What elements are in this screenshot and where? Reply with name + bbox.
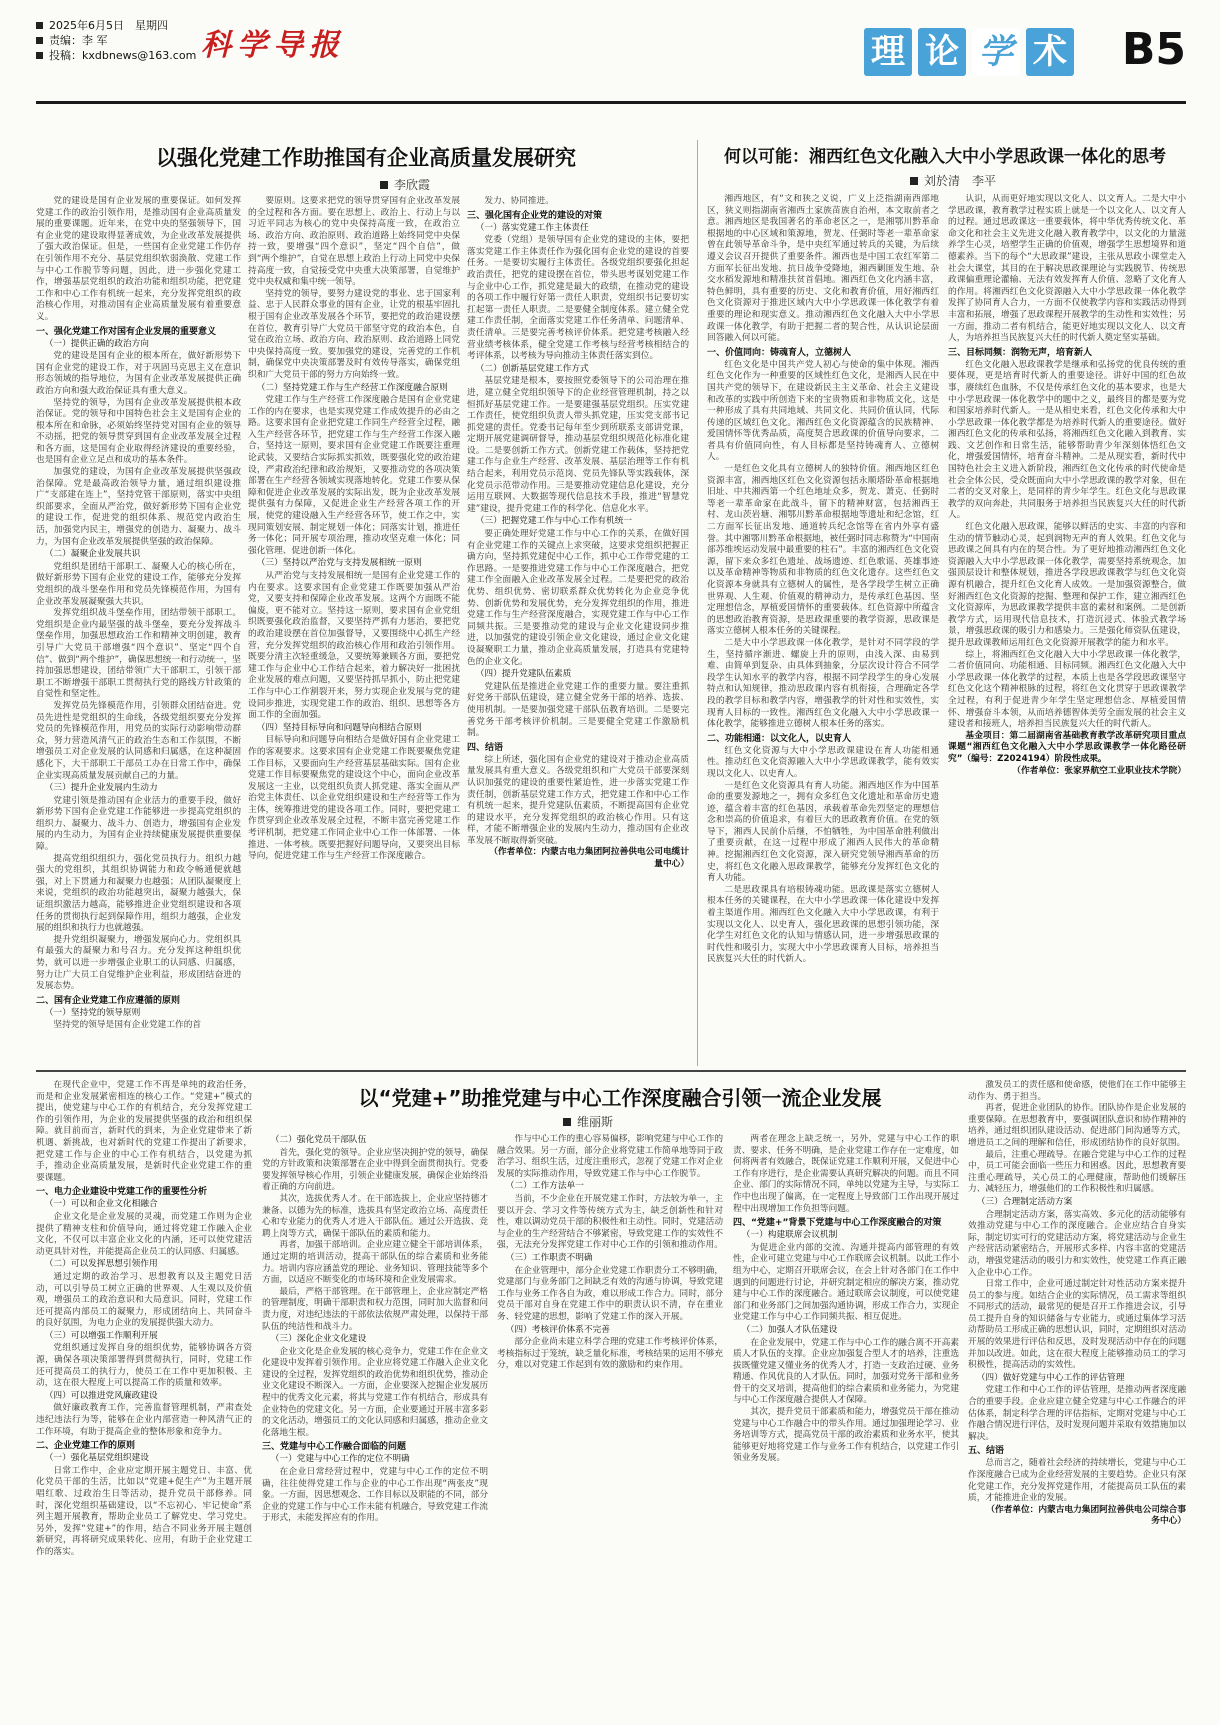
bullet-icon [36, 22, 43, 29]
body-paragraph: 企业文化是企业发展的灵魂，而党建工作则为企业提供了精神支柱和价值导向，通过将党建工作融入企业文化，不仅可以丰富企业文化的内涵，还可以使党建活动更具针对性，并能提高企业员工的认同感、归属感。 [36, 1211, 252, 1257]
body-paragraph: 党组织是团结干部职工、凝聚人心的核心所在，做好新形势下国有企业党的建设工作，能够充分发挥党组织的战斗堡垒作用和党员先锋模范作用，为国有企业改革发展凝聚强大共识。 [36, 561, 241, 607]
section-heading: 五、结语 [968, 1446, 1005, 1457]
body-paragraph: 坚持党的领导是国有企业党建工作的首 [53, 1020, 202, 1031]
article-3-column [497, 1134, 723, 1712]
body-paragraph: 为促进企业内部的交流、沟通并提高内部管理的有效性，企业可建立党建与中心工作联席会议机制。以此工作小组为中心，定期召开联席会议，在会上针对各部门在工作中遇到的问题进行讨论，并研究制定相应的解决方案，推动党建与中心工作的深度融合。通过联席会议制度，可以使党建部门和业务部门之间加强沟通协调，形成工作合力，实现企业党建工作与中心工作同频共振、相互促进。 [733, 1242, 959, 1323]
article-3-column [262, 1134, 488, 1712]
body-paragraph: 再者，加强干部培训。企业应建立健全干部培训体系，通过定期的培训活动，提高干部队伍的综合素质和业务能力。培训内容应涵盖党的理论、业务知识、管理技能等多个方面，以适应不断变化的市场环境和企业发展需求。 [262, 1240, 488, 1286]
author-affiliation: （作者单位：内蒙古电力集团阿拉善供电公司综合事务中心） [986, 1504, 1186, 1527]
section-heading: 三、目标同频：润物无声，培育新人 [948, 347, 1093, 358]
editor: 责编：李 军 [49, 34, 108, 47]
subsection-heading: （四）提升党建队伍素质 [475, 669, 572, 680]
article-1-column [248, 196, 460, 1064]
subsection-heading: （三）把握党建工作与中心工作有机统一 [475, 516, 633, 527]
section-heading: 二、功能相通：以文化人，以史育人 [707, 733, 852, 744]
subsection-heading: （三）可以增强工作顺利开展 [44, 1330, 158, 1341]
body-paragraph: 湘西地区，有“文和狭之义说，广义上泛指湖南西部地区，狭义则指湖南省湘西土家族苗族自治州，本文取前者之意。湘西地区是我国著名的革命老区之一，是湘鄂川黔革命根据地的中心区域和策源地，贺龙、任弼时等老一辈革命家曾在此领导革命斗争，是中央红军通过转兵的关键，为后续遵义会议召开提供了重要条件。湘西也是中国工农红军第二方面军长征出发地、抗日战争受降地，湘西剿匪发生地、杂交水稻发源地和精准扶贫首倡地。湘西红色文化内涵丰富，特色鲜明，具有重要的历史、文化和教育价值，用好湘西红色文化资源对于推进区域内大中小学思政课一体化教学有着重要的理论和现实意义。推动湘西红色文化融入大中小学思政课一体化教学，有助于把握二者的契合性，从认识论层面回答融入何以可能。 [707, 194, 939, 344]
body-paragraph: 从严治党与支持发展相统一是国有企业党建工作的内在要求。这要求国有企业党建工作既要加强从严治党，又要支持和保障企业改革发展。这两个方面既不能偏废，更不能对立。坚持这一原则，要求国有企业党组织既要强化政治监督，又要坚持严抓有力惩治，要把党的政治建设摆在首位加强督导，又要围绕中心抓生产经营，充分发挥党组织的政治核心作用和政治引领作用。既要分清主次轻重缓急，又要统筹兼顾各方面，要把党建工作与企业中心工作结合起来，着力解决好一批困扰企业发展的难点问题，又要坚持抓早抓小，防止把党建工作与中心工作割裂开来，努力实现企业发展与党的建设同步推进，实现党建工作的政治、组织、思想等各方面工作的全面加强。 [248, 571, 460, 721]
section-heading: 三、党建与中心工作融合面临的问题 [262, 1442, 407, 1453]
subsection-heading: （二）凝聚企业发展共识 [44, 549, 141, 560]
subsection-heading: （二）工作方法单一 [505, 1181, 584, 1192]
body-paragraph: 一是红色文化资源具有育人功能。湘西地区作为中国革命的重要发源地之一，拥有众多红色文化遗址和革命历史遗迹，蕴含着丰富的红色基因，承载着革命先烈坚定的理想信念和崇高的价值追求，有着巨大的思政教育价值。在党的领导下，湘西人民前仆后继，不怕牺牲，为中国革命胜利做出了重要贡献，在这一过程中形成了湘西人民伟大的革命精神。挖掘湘西红色文化资源，深入研究党领导湘西革命的历史，将红色文化融入思政课教学，能够充分发挥红色文化的育人功能。 [707, 780, 939, 884]
body-paragraph: 一是红色文化具有立德树人的独特价值。湘西地区红色资源丰富，湘西地区红色文化资源包括永顺塔卧革命根据地旧址、中共湘西第一个红色地址众多，贺龙、萧克、任弼时等老一辈革命家在此战斗，留下的精神财富，包括湘西王村、龙山茨岩塘、湘鄂川黔革命根据地等遗址和纪念馆，红二方面军长征出发地、通道转兵纪念馆等在省内外享有盛誉。其中湘鄂川黔革命根据地，被任弼时同志称赞为“中国南部苏维埃运动发展中最重要的柱石”。丰富的湘西红色文化资源，留下来众多红色遗址、战场遗迹、红色歌谣、英雄事迹以及革命精神等物质和非物质的红色文化遗存。这些红色文化资源本身就具有立德树人的属性，是各学段学生树立正确世界观、人生观、价值观的精神动力，是传承红色基因、坚定理想信念，厚植爱国情怀的重要载体。红色资源中所蕴含的思想政治教育资源，是思政课重要的教学资源，思政课是落实立德树人根本任务的关键课程。 [707, 464, 939, 637]
subsection-heading: （三）深化企业文化建设 [270, 1334, 367, 1345]
section-heading: 二、国有企业党建工作应遵循的原则 [36, 995, 181, 1006]
article-1-byline [380, 176, 430, 193]
body-paragraph: 党的建设是国有企业的根本所在，做好新形势下国有企业党的建设工作，对于巩固马克思主义在意识形态领域的指导地位，为国有企业改革发展提供正确政治方向和强大政治保证具有重大意义。 [36, 351, 241, 396]
section-heading: 四、“党建+”背景下党建与中心工作深度融合的对策 [733, 1218, 942, 1229]
body-paragraph: 提高党组织组织力，强化党员执行力。组织力越强大的党组织，其组织协调能力和政令畅通便就越强，对上下贯通力和凝聚力也越强；从团队凝聚度上来说，党组织的政治功能越突出，凝聚力越强大，保证组织激活力越高，能够推进企业党组织建设和各项任务的贯彻执行起到保障作用，组织力越强，企业发展的组织和执行力也就越强。 [36, 853, 241, 934]
body-paragraph: 要原则。这要求把党的领导贯穿国有企业改革发展的全过程和各方面。要在思想上、政治上、行动上与以习近平同志为核心的党中央保持高度一致，在政治立场、政治方向、政治原则、政治道路上始终同党中央保持一致，要增强“四个意识”，坚定“四个自信”，做到“两个维护”，自觉在思想上政治上行动上同党中央保持高度一致，自觉接受党中央重大决策部署，自觉维护党中央权威和集中统一领导。 [248, 196, 460, 288]
body-paragraph: 首先，强化党的领导。企业应坚决拥护党的领导，确保党的方针政策和决策部署在企业中得到全面贯彻执行。党委要发挥领导核心作用，引领企业健康发展，确保企业始终沿着正确的方向前进。 [262, 1147, 488, 1193]
article-3-title: 以“党建+”助推党建与中心工作深度融合引领一流企业发展 [358, 1086, 882, 1110]
header-meta [36, 18, 196, 63]
article-2-title: 何以可能：湘西红色文化融入大中小学思政课一体化的思考 [724, 147, 1166, 167]
subsection-heading: （二）创新基层党建工作方式 [475, 363, 589, 374]
body-paragraph: 发挥党员先锋模范作用，引领群众团结奋进。党员先进性是党组织的生命线，各级党组织要充分发挥党员的先锋模范作用，用党员的实际行动影响带动群众，努力营造风清气正的政治生态和工作氛围，不断增强员工对企业发展的认同感和归属感，在这种凝固感化下，大干部职工干部员工办在日常工作中，确保企业实现高质量发展贡献自己的力量。 [36, 700, 241, 781]
subsection-heading: （三）提升企业发展内生动力 [44, 783, 158, 794]
section-heading: 二、企业党建工作的原则 [36, 1441, 136, 1452]
subsection-heading: （一）提供正确的政治方向 [44, 338, 149, 349]
section-char: 学 [972, 28, 1020, 76]
article-3-column [36, 1080, 252, 1712]
body-paragraph: 在企业发展中，党建工作与中心工作的融合离不开高素质人才队伍的支撑。企业应加强复合型人才的培养，注重选拔既懂党建又懂业务的优秀人才，打造一支政治过硬、业务精通、作风优良的人才队伍。同时，加强对党务干部和业务骨干的交叉培训，提高他们的综合素质和业务能力，为党建与中心工作深度融合提供人才保障。 [733, 1337, 959, 1406]
body-paragraph: 发力、协同推进。 [484, 196, 554, 206]
article-3-column [968, 1080, 1186, 1712]
article-1-column [467, 196, 689, 1064]
body-paragraph: 通过定期的政治学习、思想教育以及主题党日活动，可以引导员工树立正确的世界观、人生观以及价值观，增强员工的政治意识和大局意识。同时，党建工作还可提高内部员工的凝聚力，形成团结向上、共同奋斗的良好氛围，为电力企业的发展提供强大动力。 [36, 1271, 252, 1329]
subsection-heading: （一）可以和企业文化相融合 [44, 1199, 158, 1210]
page-header [36, 14, 1186, 104]
body-paragraph: 加强党的建设，为国有企业改革发展提供坚强政治保障。党是最高政治领导力量，通过组织建设推广“支部建在连上”，坚持党管干部原则，落实中央组织部要求，全面从严治党，做好新形势下国有企业党的建设工作，促进党的组织体系、规范党内政治生活，加强党内民主，增强党的创造力、凝聚力、战斗力，为国有企业改革发展提供坚强的政治保障。 [36, 467, 241, 547]
body-paragraph: 坚持党的领导，为国有企业改革发展提供根本政治保证。党的领导和中国特色社会主义是国有企业的根本所在和命脉，必须始终坚持党对国有企业的领导不动摇，把党的领导贯穿到国有企业改革发展全过程和各方面，这是国有企业取得经济建设的重要经验，也是国有企业立足点和成功的基本条件。 [36, 397, 241, 466]
body-paragraph: 日常工作中，企业应定期开展主题党日、丰富、优化党员干部的生活，比如以“党建+促生产”为主题开展唱红歌、过政治生日等活动，提升党员干部修养。同时，深化党组织基础建设，以“不忘初心、牢记使命”系列主题开展教育，帮助企业员工了解党史、学习党史。另外，发挥“党建+”的作用，结合不同业务开展主题创新研究，再将研究成果转化、应用，有助于企业党建工作的落实。 [36, 1465, 252, 1557]
subsection-heading: （一）构建联席会议机制 [741, 1230, 838, 1241]
subsection-heading: （四）可以推进党风廉政建设 [44, 1390, 158, 1401]
subsection-heading: （四）考核评价体系不完善 [505, 1324, 610, 1335]
body-paragraph: 部分企业尚未建立科学合理的党建工作考核评价体系，考核指标过于笼统，缺乏量化标准，考核结果的运用不够充分，难以对党建工作起到有效的激励和约束作用。 [497, 1337, 723, 1371]
body-paragraph: 红色文化资源与大中小学思政课建设在育人功能相通性。推动红色文化资源融入大中小学思政课教学，能有效实现以文化人、以史育人。 [707, 745, 939, 779]
subsection-heading: （一）落实党建工作主体责任 [475, 222, 589, 233]
body-paragraph: 党建工作与生产经营工作深度融合是国有企业党建工作的内在要求，也是实现党建工作成效提升的必由之路。这要求国有企业把党建工作同生产经营全过程，融入生产经营各环节，把党建工作与生产经营工作深入融合，坚持这一原则，要求国有企业党建工作既要注重理论武装，又要结合实际抓实抓效，既要强化党的政治建设，严肃政治纪律和政治规矩，又要推动党的各项决策部署在生产经营各领域实现落地转化。党建工作要从保障和促进企业改革发展的实际出发，既为企业改革发展提供强有力保障，又促进企业生产经营各项工作的开展，使党的建设融入生产经营各环节，使工作之中，实现同策划安展、制定规划一体化；同落实计划，推进任务一体化；同开展专项治理，推动攻坚克难一体化；同强化管理、促进创新一体化。 [248, 395, 460, 556]
subsection-heading: （三）坚持以严治党与支持发展相统一原则 [256, 558, 422, 569]
section-char: 理 [864, 28, 912, 76]
body-paragraph: 红色文化是中国共产党人初心与使命的集中体现。湘西红色文化作为一种重要的区域性红色文化，是湘西人民在中国共产党的领导下，在建设新民主主义革命、社会主义建设和改革的实践中所创造下来的宝贵物质和非物质文化，这是一种形成了具有共同地域、共同文化、共同价值认同，代际传递的区域红色文化。湘西红色文化资源蕴含的民族精神、爱国情怀等优秀品质，高度契合思政课的价值导向要求，二者具有价值同向性，有人目标都是坚持铸魂育人、立德树人。 [707, 359, 939, 463]
body-paragraph: 坚持党的领导，要努力建设党的事业、忠于国家利益、忠于人民群众事业的国有企业，让党的根基牢固扎根于国有企业改革发展各个环节，要把党的政治建设摆在首位，教育引导广大党员干部坚守党的政治本色，自觉在政治立场、政治方向、政治原则、政治道路上同党中央保持高度一致。要加强党的建设，完善党的工作机制，确保党中央决策部署及时有效传导落实，确保党组织和广大党员干部的努力方向始终一致。 [248, 288, 460, 380]
body-paragraph: 提升党组织凝聚力，增强发展向心力。党组织具有最强大的凝聚力和号召力。充分发挥这种组织优势，就可以进一步增强企业职工的认同感、归属感，努力让广大员工自觉维护企业利益，形成团结奋进的发展态势。 [36, 934, 241, 992]
subsection-heading: （二）坚持党建工作与生产经营工作深度融合原则 [256, 382, 448, 393]
article-2-byline [910, 172, 996, 189]
subsection-heading: （一）党建与中心工作的定位不明确 [270, 1454, 410, 1465]
body-paragraph: 当前，不少企业在开展党建工作时，方法较为单一，主要以开会、学习文件等传统方式为主，缺乏创新性和针对性，难以调动党员干部的积极性和主动性。同时，党建活动与企业的生产经营结合不够紧密，导致党建工作的实效性不强，无法充分发挥党建工作对中心工作的引领和推动作用。 [497, 1193, 723, 1251]
body-paragraph: 发挥党组织战斗堡垒作用，团结带领干部职工。党组织是企业内最坚强的战斗堡垒，要充分发挥战斗堡垒作用，加强思想政治工作和精神文明创建，教育引导广大党员干部增强“四个意识”、坚定“四个自信”、做到“两个维护”，确保思想统一和行动统一，坚持加强思想建设，团结带领广大干部职工，引领干部职工不断增强干部职工贯彻执行党的路线方针政策的自觉性和坚定性。 [36, 608, 241, 700]
section-heading: 一、电力企业建设中党建工作的重要性分析 [36, 1187, 208, 1198]
fund-note: 基金项目：第二届湖南省基础教育教学改革研究项目重点课题“湘西红色文化融入大中小学思政课教学一体化路径研究”（编号：Z2024194）阶段性成果。 [948, 730, 1186, 764]
body-paragraph: 两者在理念上缺乏统一，另外，党建与中心工作的职责、要求、任务不明确，是企业党建工作存在一定难度，如何将两者有效融合，既保证党建工作顺利开展，又促进中心工作有序进行，是企业需要认真研究解决的问题。而且不同企业、部门的实际情况不同，单纯以党建为主导，与实际工作中也出现了偏离，在一定程度上导致部门工作出现开展过程中出现增加工作负担等问题。 [733, 1134, 959, 1214]
author-name: 维丽斯 [577, 1115, 614, 1129]
section-heading: 一、强化党建工作对国有企业发展的重要意义 [36, 326, 217, 337]
body-paragraph: 其次，提升党员干部素质和能力，增强党员干部在推动党建与中心工作融合中的带头作用。通过加强理论学习、业务培训等方式，提高党员干部的政治素质和业务水平，使其能够更好地将党建工作与业务工作有机结合，以党建工作引领业务发展。 [733, 1407, 959, 1464]
body-paragraph: 最后，严格干部管理。在干部管理上，企业应制定严格的管理制度，明确干部职责和权力范围，同时加大监督和问责力度，对违纪违法的干部依法依规严肃处理，以保持干部队伍的纯洁性和战斗力。 [262, 1286, 488, 1332]
article-3-column [733, 1134, 959, 1712]
body-paragraph: 其次，选拔优秀人才。在干部选拔上，企业应坚持德才兼备、以德为先的标准，选拔具有坚定政治立场、高度责任心和专业能力的优秀人才进入干部队伍。通过公开选拔、竞聘上岗等方式，确保干部队伍的素质和能力。 [262, 1193, 488, 1239]
body-paragraph: 再者，促进企业团队的协作。团队协作是企业发展的重要保障。在思想教育中，要强调团队意识和协作精神的培养，通过组织团队建设活动、促进部门间沟通等方式，增进员工之间的理解和信任，形成团结协作的良好氛围。 [968, 1103, 1186, 1148]
bullet-icon [380, 181, 388, 189]
body-paragraph: 最后，注重心理疏导。在融合党建与中心工作的过程中，员工可能会面临一些压力和困惑。因此，思想教育要注重心理疏导，关心员工的心理健康，帮助他们缓解压力、减轻压力，增强他们的工作积极性和归属感。 [968, 1149, 1186, 1195]
body-paragraph: 综上所述，强化国有企业党的建设对于推动企业高质量发展具有重大意义。各级党组织和广大党员干部要深刻认识加强党的建设的重要性紧迫性，进一步落实党建工作责任制，创新基层党建工作方式，把党建工作和中心工作有机统一起来，提升党建队伍素质，不断提高国有企业党的建设水平，充分发挥党组织的政治核心作用。只有这样，才能不断增强企业的发展内生动力，推动国有企业改革发展不断取得新突破。 [467, 754, 689, 846]
bullet-icon [910, 177, 918, 185]
section-divider [36, 1070, 1186, 1072]
body-paragraph: 党委（党组）是领导国有企业党的建设的主体，要把落实党建工作主体责任作为强化国有企业党的建设的首要任务。一是要切实履行主体责任。各级党组织要强化担起政治责任，把党的建设摆在首位，带头思考谋划党建工作与企业中心工作，抓党建是最大的政绩，在推动党的建设的各项工作中履行好第一责任人职责，党组织书记要切实扛起第一责任人职责。二是要健全制度体系。建立健全党建工作责任制，全面落实党建工作任务清单、问题清单、责任清单。三是要完善考核评价体系。把党建考核融入经营业绩考核体系，健全党建工作考核与经营考核相结合的考评体系，以考核为导向推动主体责任落实到位。 [467, 235, 689, 362]
section-char: 术 [1026, 28, 1074, 76]
author-name: 李欣霞 [394, 178, 431, 192]
body-paragraph: 综上，将湘西红色文化融入大中小学思政课一体化教学，二者价值同向、功能相通、目标同频。湘西红色文化融入大中小学思政课一体化教学的过程，本质上也是各学段思政课坚守红色文化这个精神根脉的过程，将红色文化贯穿于思政课教学全过程，有利于促进青少年学生坚定理想信念、厚植爱国情怀、增强奋斗本领，从而培养德智体美劳全面发展的社会主义建设者和接班人，培养担当民族复兴大任的时代新人。 [948, 649, 1186, 730]
column-divider [697, 140, 698, 1066]
body-paragraph: 总而言之，随着社会经济的持续增长，党建与中心工作深度融合已成为企业经营发展的主要趋势。企业只有深化党建工作，充分发挥党建作用，才能提高员工队伍的素质，才能推进企业的发展。 [968, 1458, 1186, 1504]
page-number: B5 [1121, 24, 1186, 75]
subsection-heading: （一）坚持党的领导原则 [44, 1007, 141, 1018]
bullet-icon [36, 37, 43, 44]
author-name: 刘於清 李平 [924, 174, 997, 188]
author-affiliation: （作者单位：张家界航空工业职业技术学院） [1012, 765, 1186, 776]
section-heading: 一、价值同向：铸魂育人，立德树人 [707, 347, 852, 358]
body-paragraph: 认识，从而更好地实现以文化人、以文育人。二是大中小学思政课，教育教学过程实质上就是一个以文化人、以文育人的过程。通过思政课这一重要载体，将中华优秀传统文化、革命文化和社会主义先进文化融入教育教学中，以文化的力量滋养学生心灵，培塑学生正确的价值观，增强学生思想境界和道德素养。当下的每个“大思政课”建设，主张从思政小课堂走入社会大课堂，其目的在于解决思政课理论与实践脱节、传统思政课偏重理论灌输、无法有效发挥育人价值、忽略了文化育人的作用。将湘西红色文化资源融入大中小学思政课一体化教学发挥了协同育人合力，一方面不仅使教学内容和实践活动得到丰富和拓展，增强了思政课程开展教学的生动性和实效性；另一方面，推动二者有机结合，能更好地实现以文化人、以文育人，为培养担当民族复兴大任的时代新人奠定坚实基础。 [948, 194, 1186, 344]
body-paragraph: 要正确处理好党建工作与中心工作的关系，在做好国有企业党建工作的关键点上求突破，这要求党组织把握正确方向，坚持抓党建促中心工作，抓中心工作带党建的工作思路。一是要推进党建工作与中心工作深度融合，把党建工作全面融入企业改革发展全过程。二是要把党的政治优势、组织优势、密切联系群众优势转化为企业竞争优势、创新优势和发展优势，充分发挥党组织的作用，推进党建工作与生产经营深度融合，实现党建工作与中心工作同频共振。三是要推动党的建设与企业文化建设同步推进，以加强党的建设引领企业文化建设，通过企业文化建设凝聚职工力量，推动企业高质量发展，打造具有党建特色的企业文化。 [467, 529, 689, 667]
article-1-column [36, 196, 241, 1064]
newspaper-logo: 科学导报 [201, 28, 345, 63]
body-paragraph: 合理制定活动方案，落实高效、多元化的活动能够有效推动党建与中心工作的深度融合。企业应结合自身实际，制定切实可行的党建活动方案，将党建活动与企业生产经营活动紧密结合，开展形式多样、内容丰富的党建活动，增强党建活动的吸引力和实效性，使党建工作真正融入企业中心工作。 [968, 1209, 1186, 1278]
subsection-heading: （四）做好党建与中心工作的评估管理 [976, 1372, 1125, 1383]
section-char: 论 [918, 28, 966, 76]
body-paragraph: 党建工作和中心工作的评估管理，是推动两者深度融合的重要手段。企业应建立健全党建与中心工作融合的评估体系，制定科学合理的评估指标，定期对党建与中心工作融合情况进行评估，及时发现问题并采取有效措施加以解决。 [968, 1385, 1186, 1442]
body-paragraph: 基层党建是根本，要按照党委领导下的公司治理在推进，建立健全党组织领导下的企业经营管理机制，持之以恒抓好基层党建工作。一是要建强基层党组织。压实党建工作责任，使党组织负责人带头抓党建，压实党支部书记抓党建的责任。党委书记每年至少到所联系支部讲党课，定期开展党建调研督导，推动基层党组织规范化标准化建设。二是要创新工作方式。创新党建工作载体，坚持把党建工作与企业生产经营、改革发展、基层治理等工作有机结合起来，利用党员示范岗、党员先锋队等实践载体，深化党员示范带动作用。三是要推动党建信息化建设，充分运用互联网、大数据等现代信息技术手段，推进“智慧党建”建设，提升党建工作的科学化、信息化水平。 [467, 376, 689, 514]
section-heading: 三、强化国有企业党的建设的对策 [467, 210, 603, 221]
article-2-column [948, 194, 1186, 1066]
body-paragraph: 企业文化是企业发展的核心竞争力，党建工作在企业文化建设中发挥着引领作用。企业应将党建工作融入企业文化建设的全过程，发挥党组织的政治优势和组织优势，推动企业文化建设不断深入。一方面，企业要深入挖掘企业发展历程中的优秀文化元素，将其与党建工作有机结合，形成具有企业特色的党建文化。另一方面，企业要通过开展丰富多彩的文化活动，增强员工的文化认同感和归属感，推动企业文化落地生根。 [262, 1346, 488, 1438]
subsection-heading: （三）合理制定活动方案 [976, 1196, 1073, 1207]
body-paragraph: 激发员工的责任感和使命感，使他们在工作中能够主动作为、勇于担当。 [968, 1080, 1186, 1102]
body-paragraph: 党的建设是国有企业发展的重要保证。如何发挥党建工作的政治引领作用，是推动国有企业高质量发展的重要课题。近年来，在党中央的坚强领导下，国有企业党的建设取得显著成效，为企业改革发展提供了强大政治保证。但是，一些国有企业党建工作仍存在引领作用不充分、基层党组织软弱涣散、党建工作与中心工作脱节等问题，因此，进一步强化党建工作，增强基层党组织的政治功能和组织功能，把党建工作和中心工作有机统一起来，充分发挥党组织的政治核心作用，对推动国有企业高质量发展有着重要意义。 [36, 196, 241, 322]
subsection-heading: （二）强化党员干部队伍 [270, 1135, 367, 1145]
body-paragraph: 党建引领是推动国有企业活力的重要手段，做好新形势下国有企业党建工作能够进一步提高党组织的组织力、凝聚力、战斗力、创造力，增强国有企业发展的内生动力，为国有企业持续健康发展提供重要保障。 [36, 795, 241, 853]
body-paragraph: 二是思政课具有培根铸魂功能。思政课是落实立德树人根本任务的关键课程，在大中小学思政课一体化建设中发挥着主渠道作用。湘西红色文化融入大中小学思政课，有利于实现以文化人、以史育人，强化思政课的思想引领功能，深化学生对红色文化的认知与情感认同，进一步增强思政课的时代性和吸引力，实现大中小学思政课育人目标，培养担当民族复兴大任的时代新人。 [707, 884, 939, 965]
article-1-title: 以强化党建工作助推国有企业高质量发展研究 [156, 146, 576, 170]
article-3-byline [563, 1113, 613, 1130]
body-paragraph: 日常工作中，企业可通过制定针对性活动方案来提升员工的参与度。如结合企业的实际情况，员工需求等组织不同形式的活动，最常见的便是召开工作推进会议，引导员工提升自身的知识储备与专业能力，或通过集体学习活动帮助员工形成正确的思想认识，同时，定期组织对活动开展的效果进行评估和反思，及时发现活动中存在的问题并加以改进。如此，这在很大程度上能够推动员工的学习积极性，提高活动的实效性。 [968, 1279, 1186, 1371]
subsection-heading: （二）加强人才队伍建设 [741, 1324, 838, 1335]
article-2-column [707, 194, 939, 1066]
subsection-heading: （一）强化基层党组织建设 [44, 1453, 149, 1464]
author-affiliation: （作者单位：内蒙古电力集团阿拉善供电公司电缆计量中心） [489, 847, 689, 870]
body-paragraph: 在企业管理中，部分企业党建工作职责分工不够明确，党建部门与业务部门之间缺乏有效的沟通与协调，导致党建工作与业务工作各自为政，难以形成工作合力。同时，部分党员干部对自身在党建工作中的职责认识不清，存在重业务、轻党建的思想，影响了党建工作的深入开展。 [497, 1265, 723, 1322]
body-paragraph: 做好廉政教育工作，完善监督管理机制，严肃查处违纪违法行为等，能够在企业内部营造一种风清气正的工作环境，有助于提高企业的整体形象和竞争力。 [36, 1403, 252, 1437]
body-paragraph: 在现代企业中，党建工作不再是单纯的政治任务，而是和企业发展紧密相连的核心工作。“党建+”模式的提出，使党建与中心工作的有机结合，充分发挥党建工作的引领作用，为企业的发展提供坚强的政治和组织保障。就目前而言，新时代的到来，为企业党建带来了新机遇、新挑战，也对新时代的党建工作提出了新要求，把党建工作与企业的中心工作有机结合，以党建为抓手，推动企业高质量发展，是新时代企业党建工作的重要课题。 [36, 1080, 252, 1183]
body-paragraph: 红色文化融入思政课，能够以鲜活的史实、丰富的内容和生动的情节触动心灵，起到润物无声的育人效果。红色文化与思政课之间具有内在的契合性。为了更好地推动湘西红色文化资源融入大中小学思政课一体化教学，需要坚持系统观念，加强顶层设计和整体规划，推进各学段思政课教学与红色文化资源有机融合，提升红色文化育人成效。一是加强资源整合，做好湘西红色文化资源的挖掘、整理和保护工作，建立湘西红色文化资源库，为思政课教学提供丰富的素材和案例。二是创新教学方式，运用现代信息技术，打造沉浸式、体验式教学场景，增强思政课的吸引力和感染力。三是强化师资队伍建设，提升思政课教师运用红色文化资源开展教学的能力和水平。 [948, 522, 1186, 648]
body-paragraph: 红色文化融入思政课教学是继承和弘扬党的优良传统的重要体现，更是培育时代新人的重要途径。讲好中国的红色故事，赓续红色血脉，不仅是传承红色文化的基本要求，也是大中小学思政课一体化教学中的题中之义，最终目的都是要为党和国家培养时代新人。一是从相史来看，红色文化传承和大中小学思政课一体化教学都是为培养时代新人的重要途径。做好湘西红色文化的传承和弘扬，将湘西红色文化融入到教育、实践、文艺创作和日常生活，能够帮助青少年深刻体悟红色文化，增强爱国情怀，培育奋斗精神。二是从现实看，新时代中国特色社会主义进入新阶段，湘西红色文化传承的时代使命是社会全体公民，受众既面向大中小学思政课的教学对象，但在二者的交叉对象上，是同样的青少年学生。红色文化与思政课教学的双向奔赴，共同服务于培养担当民族复兴大任的时代新人。 [948, 359, 1186, 521]
bullet-icon [563, 1118, 571, 1126]
body-paragraph: 目标导向和问题导向相结合是做好国有企业党建工作的客观要求。这要求国有企业党建工作既要聚焦党建工作目标，又要面向生产经营基层基础实际。国有企业党建工作目标要聚焦党的建设这个中心，面向企业改革发展这一主业，以党组织负责人抓党建、落实全面从严治党主体责任、以企业党组织建设和生产经营等工作为主体，统筹推进党的建设各项工作。同时，要把党建工作贯穿到企业改革发展全过程，不断丰富完善党建工作考评机制，把党建工作同企业中心工作一体部署、一体推进、一体考核。既要把握好问题导向，又要突出目标导向，促进党建工作与生产经营工作深度融合。 [248, 735, 460, 862]
body-paragraph: 党建队伍是推进企业党建工作的重要力量。要注重抓好党务干部队伍建设，建立健全党务干部的培养、选拔、使用机制。一是要加强党建干部队伍教育培训。二是要完善党务干部考核评价机制。三是要健全党建工作激励机制。 [467, 681, 689, 739]
issue-date: 2025年6月5日 星期四 [49, 19, 168, 32]
body-paragraph: 作与中心工作的重心容易偏移，影响党建与中心工作的融合效果。另一方面，部分企业将党建工作简单地等同于政治学习、组织生活，过度注重形式，忽视了党建工作对企业发展的实际推动作用，导致党建工作与中心工作脱节。 [497, 1134, 723, 1179]
body-paragraph: 二是大中小学思政课一体化教学，是针对不同学段的学生，坚持循序渐进、螺旋上升的原则，由浅入深、由易到难、由简单到复杂、由具体到抽象，分层次设计符合不同学段学生认知水平的教学内容，根据不同学段学生的身心发展特点和认知规律，推动思政课内容有机衔接，合理确定各学段的教学目标和教学内容，增强教学的针对性和实效性，实现育人目标的一致性。湘西红色文化融入大中小学思政课一体化教学，能够推进立德树人根本任务的落实。 [707, 637, 939, 730]
subsection-heading: （四）坚持目标导向和问题导向相结合原则 [256, 722, 422, 733]
section-title [864, 28, 1074, 76]
subsection-heading: （二）可以发挥思想引领作用 [44, 1259, 158, 1270]
bullet-icon [36, 52, 43, 59]
body-paragraph: 在企业日常经营过程中，党建与中心工作的定位不明确，往往使得党建工作与企业的中心工作出现“两张皮”现象。一方面，因思想观念、工作目标以及职能的不同，部分企业的党建工作与中心工作未能有机融合，导致党建工作流于形式，未能发挥应有的作用。 [262, 1467, 488, 1524]
subsection-heading: （三）工作职责不明确 [505, 1252, 593, 1263]
body-paragraph: 党组织通过发挥自身的组织优势，能够协调各方资源，确保各项决策部署得到贯彻执行，同时，党建工作还可提高员工的执行力，使员工在工作中更加积极、主动，这在很大程度上可以提高工作的质量和效率。 [36, 1343, 252, 1389]
section-heading: 四、结语 [467, 742, 504, 753]
submission-email[interactable]: 投稿：kxdbnews@163.com [49, 49, 197, 62]
